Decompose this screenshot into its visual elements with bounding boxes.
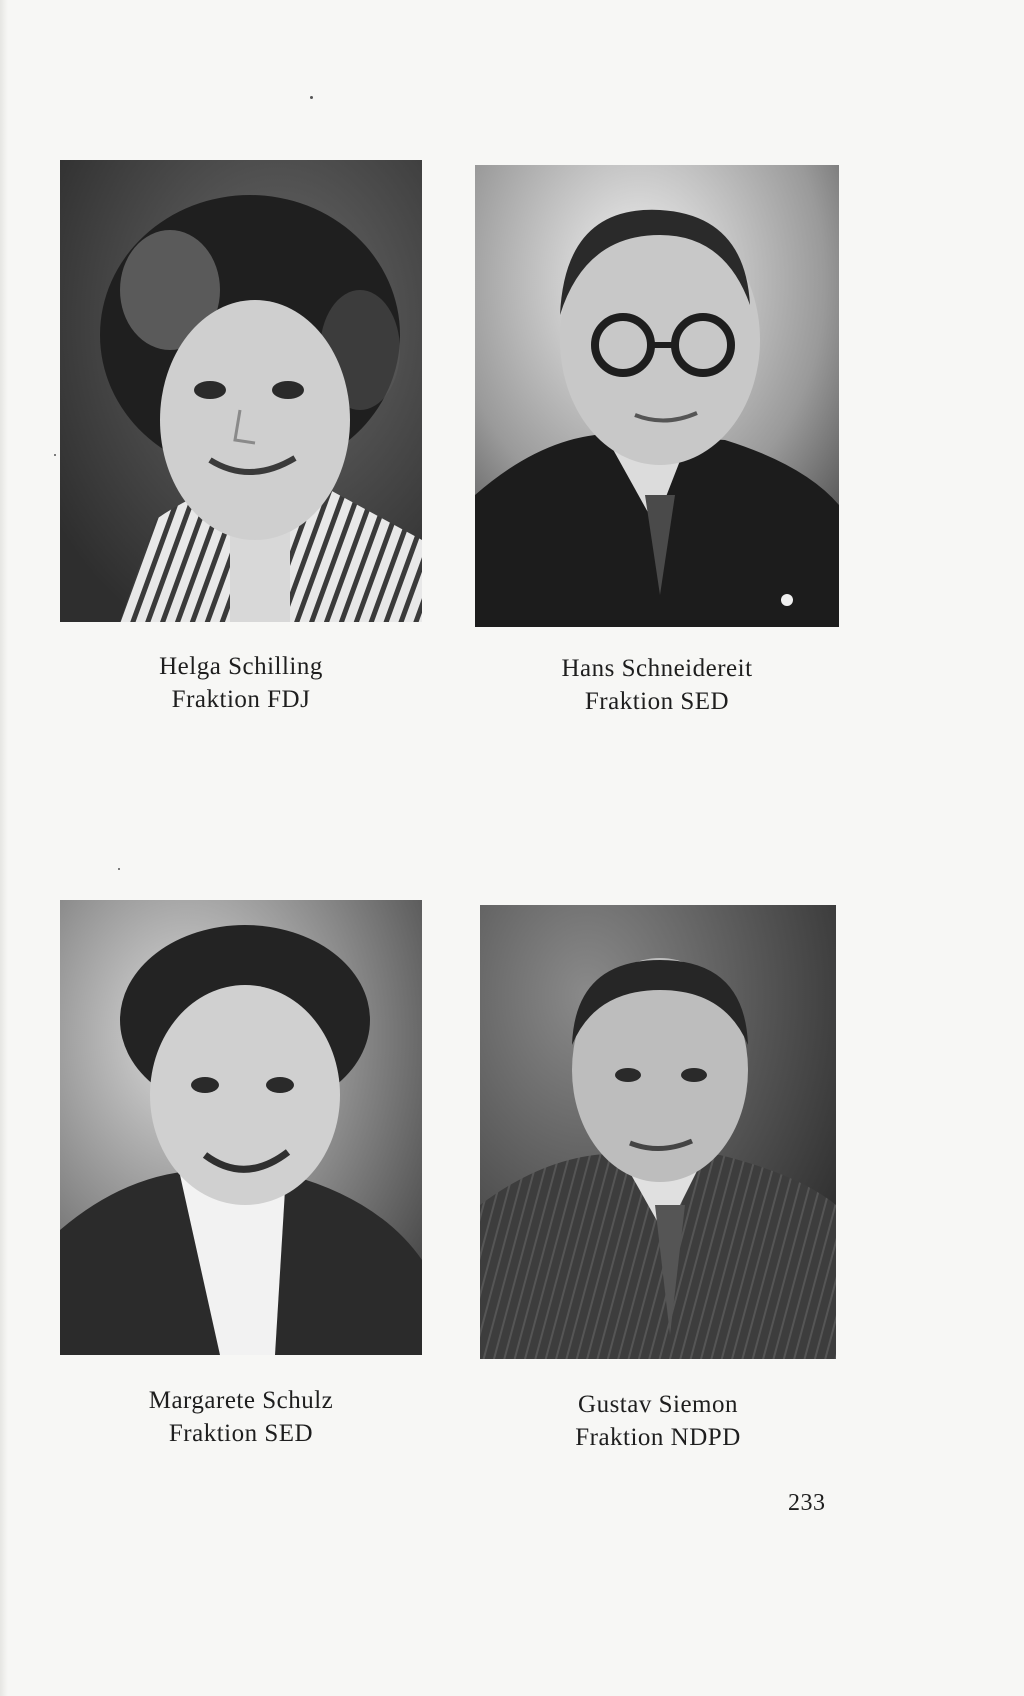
- person-name: Helga Schilling: [159, 653, 323, 680]
- person-name: Gustav Siemon: [578, 1391, 738, 1418]
- person-faction: Fraktion SED: [168, 1420, 314, 1447]
- portrait-photo-gustav-siemon: [480, 905, 836, 1359]
- page-edge: [0, 0, 8, 1696]
- portrait-image: [60, 900, 422, 1355]
- caption-helga-schilling: [60, 650, 422, 716]
- print-speck: [54, 454, 56, 456]
- person-faction: Fraktion NDPD: [575, 1424, 741, 1451]
- portrait-image: [480, 905, 836, 1359]
- page-number: 233: [788, 1490, 826, 1516]
- person-name: Margarete Schulz: [148, 1387, 334, 1414]
- caption-gustav-siemon: [480, 1388, 836, 1454]
- person-faction: Fraktion FDJ: [171, 686, 311, 713]
- portrait-photo-margarete-schulz: [60, 900, 422, 1355]
- print-speck: [118, 868, 120, 870]
- person-name: Hans Schneidereit: [561, 655, 753, 682]
- portrait-image: [60, 160, 422, 622]
- portrait-photo-hans-schneidereit: [475, 165, 839, 627]
- caption-margarete-schulz: [60, 1384, 422, 1450]
- caption-hans-schneidereit: [475, 652, 839, 718]
- person-faction: Fraktion SED: [584, 688, 730, 715]
- portrait-photo-helga-schilling: [60, 160, 422, 622]
- portrait-image: [475, 165, 839, 627]
- print-speck: [310, 96, 313, 99]
